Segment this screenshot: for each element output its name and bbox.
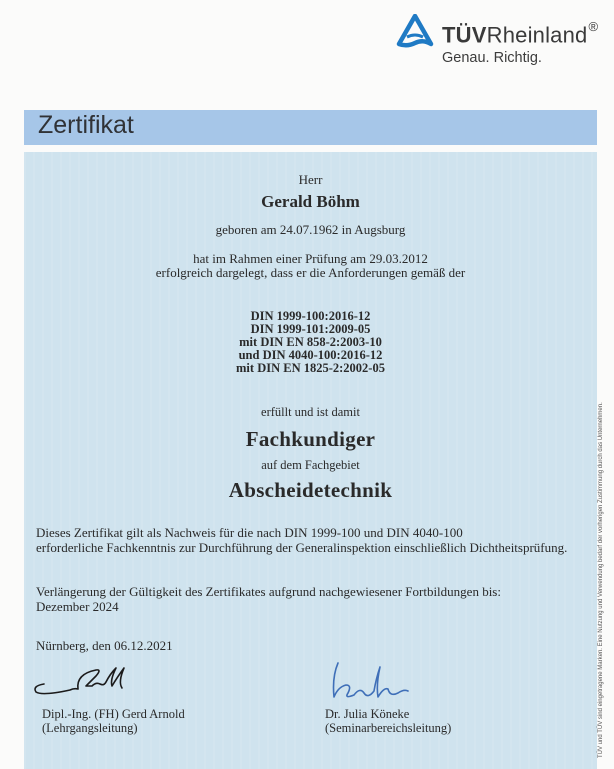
- brand-name-regular: Rheinland: [486, 22, 588, 48]
- signature-koeneke-icon: [324, 657, 414, 707]
- page-title: Zertifikat: [38, 111, 134, 139]
- standard-item: und DIN 4040-100:2016-12: [238, 348, 383, 362]
- place-date: Nürnberg, den 06.12.2021: [36, 638, 173, 653]
- field-title: Abscheidetechnik: [228, 478, 393, 502]
- standard-item: DIN 1999-100:2016-12: [250, 309, 371, 323]
- brand-name-bold: TÜV: [442, 22, 487, 48]
- tuv-triangle-logo-icon: [396, 14, 434, 48]
- registered-mark: ®: [588, 19, 599, 34]
- standard-item: mit DIN EN 1825-2:2002-05: [236, 361, 385, 375]
- trademark-side-note: TÜV und TÜV sind eingetragene Marken. Eine Nutzung und Verwendung bedarf der vorherigen Zustimmung durch das Unternehmen.: [598, 402, 604, 758]
- brand-name: [442, 19, 599, 48]
- fulfilled-line: erfüllt und ist damit: [261, 405, 360, 419]
- extension-text-line-1: Verlängerung der Gültigkeit des Zertifikates aufgrund nachgewiesener Fortbildungen bis:: [36, 584, 501, 599]
- signatory-1-role: (Lehrgangsleitung): [42, 721, 138, 735]
- validity-text-line-2: erforderliche Fachkenntnis zur Durchführung der Generalinspektion einschließlich Dichtheitsprüfung.: [36, 540, 568, 555]
- salutation: Herr: [298, 172, 323, 187]
- validity-text-line-1: Dieses Zertifikat gilt als Nachweis für die nach DIN 1999-100 und DIN 4040-100: [36, 525, 463, 540]
- extension-text-line-2: Dezember 2024: [36, 599, 119, 614]
- tuv-rheinland-logo: [396, 14, 606, 74]
- demonstrated-line: erfolgreich dargelegt, dass er die Anforderungen gemäß der: [155, 265, 466, 280]
- field-intro: auf dem Fachgebiet: [261, 458, 360, 472]
- certificate-header-band: [24, 110, 597, 145]
- certificate-body: [24, 152, 597, 769]
- signatory-1-name: Dipl.-Ing. (FH) Gerd Arnold: [42, 707, 185, 721]
- signature-arnold-icon: [30, 662, 140, 702]
- birth-line: geboren am 24.07.1962 in Augsburg: [215, 222, 406, 237]
- holder-name: Gerald Böhm: [261, 192, 360, 211]
- standard-item: mit DIN EN 858-2:2003-10: [239, 335, 382, 349]
- signatory-2-role: (Seminarbereichsleitung): [325, 721, 452, 735]
- exam-line: hat im Rahmen einer Prüfung am 29.03.2012: [193, 251, 428, 266]
- brand-tagline: Genau. Richtig.: [442, 50, 542, 66]
- standard-item: DIN 1999-101:2009-05: [250, 322, 371, 336]
- qualification-title: Fachkundiger: [245, 427, 376, 451]
- signatory-2-name: Dr. Julia Köneke: [325, 707, 410, 721]
